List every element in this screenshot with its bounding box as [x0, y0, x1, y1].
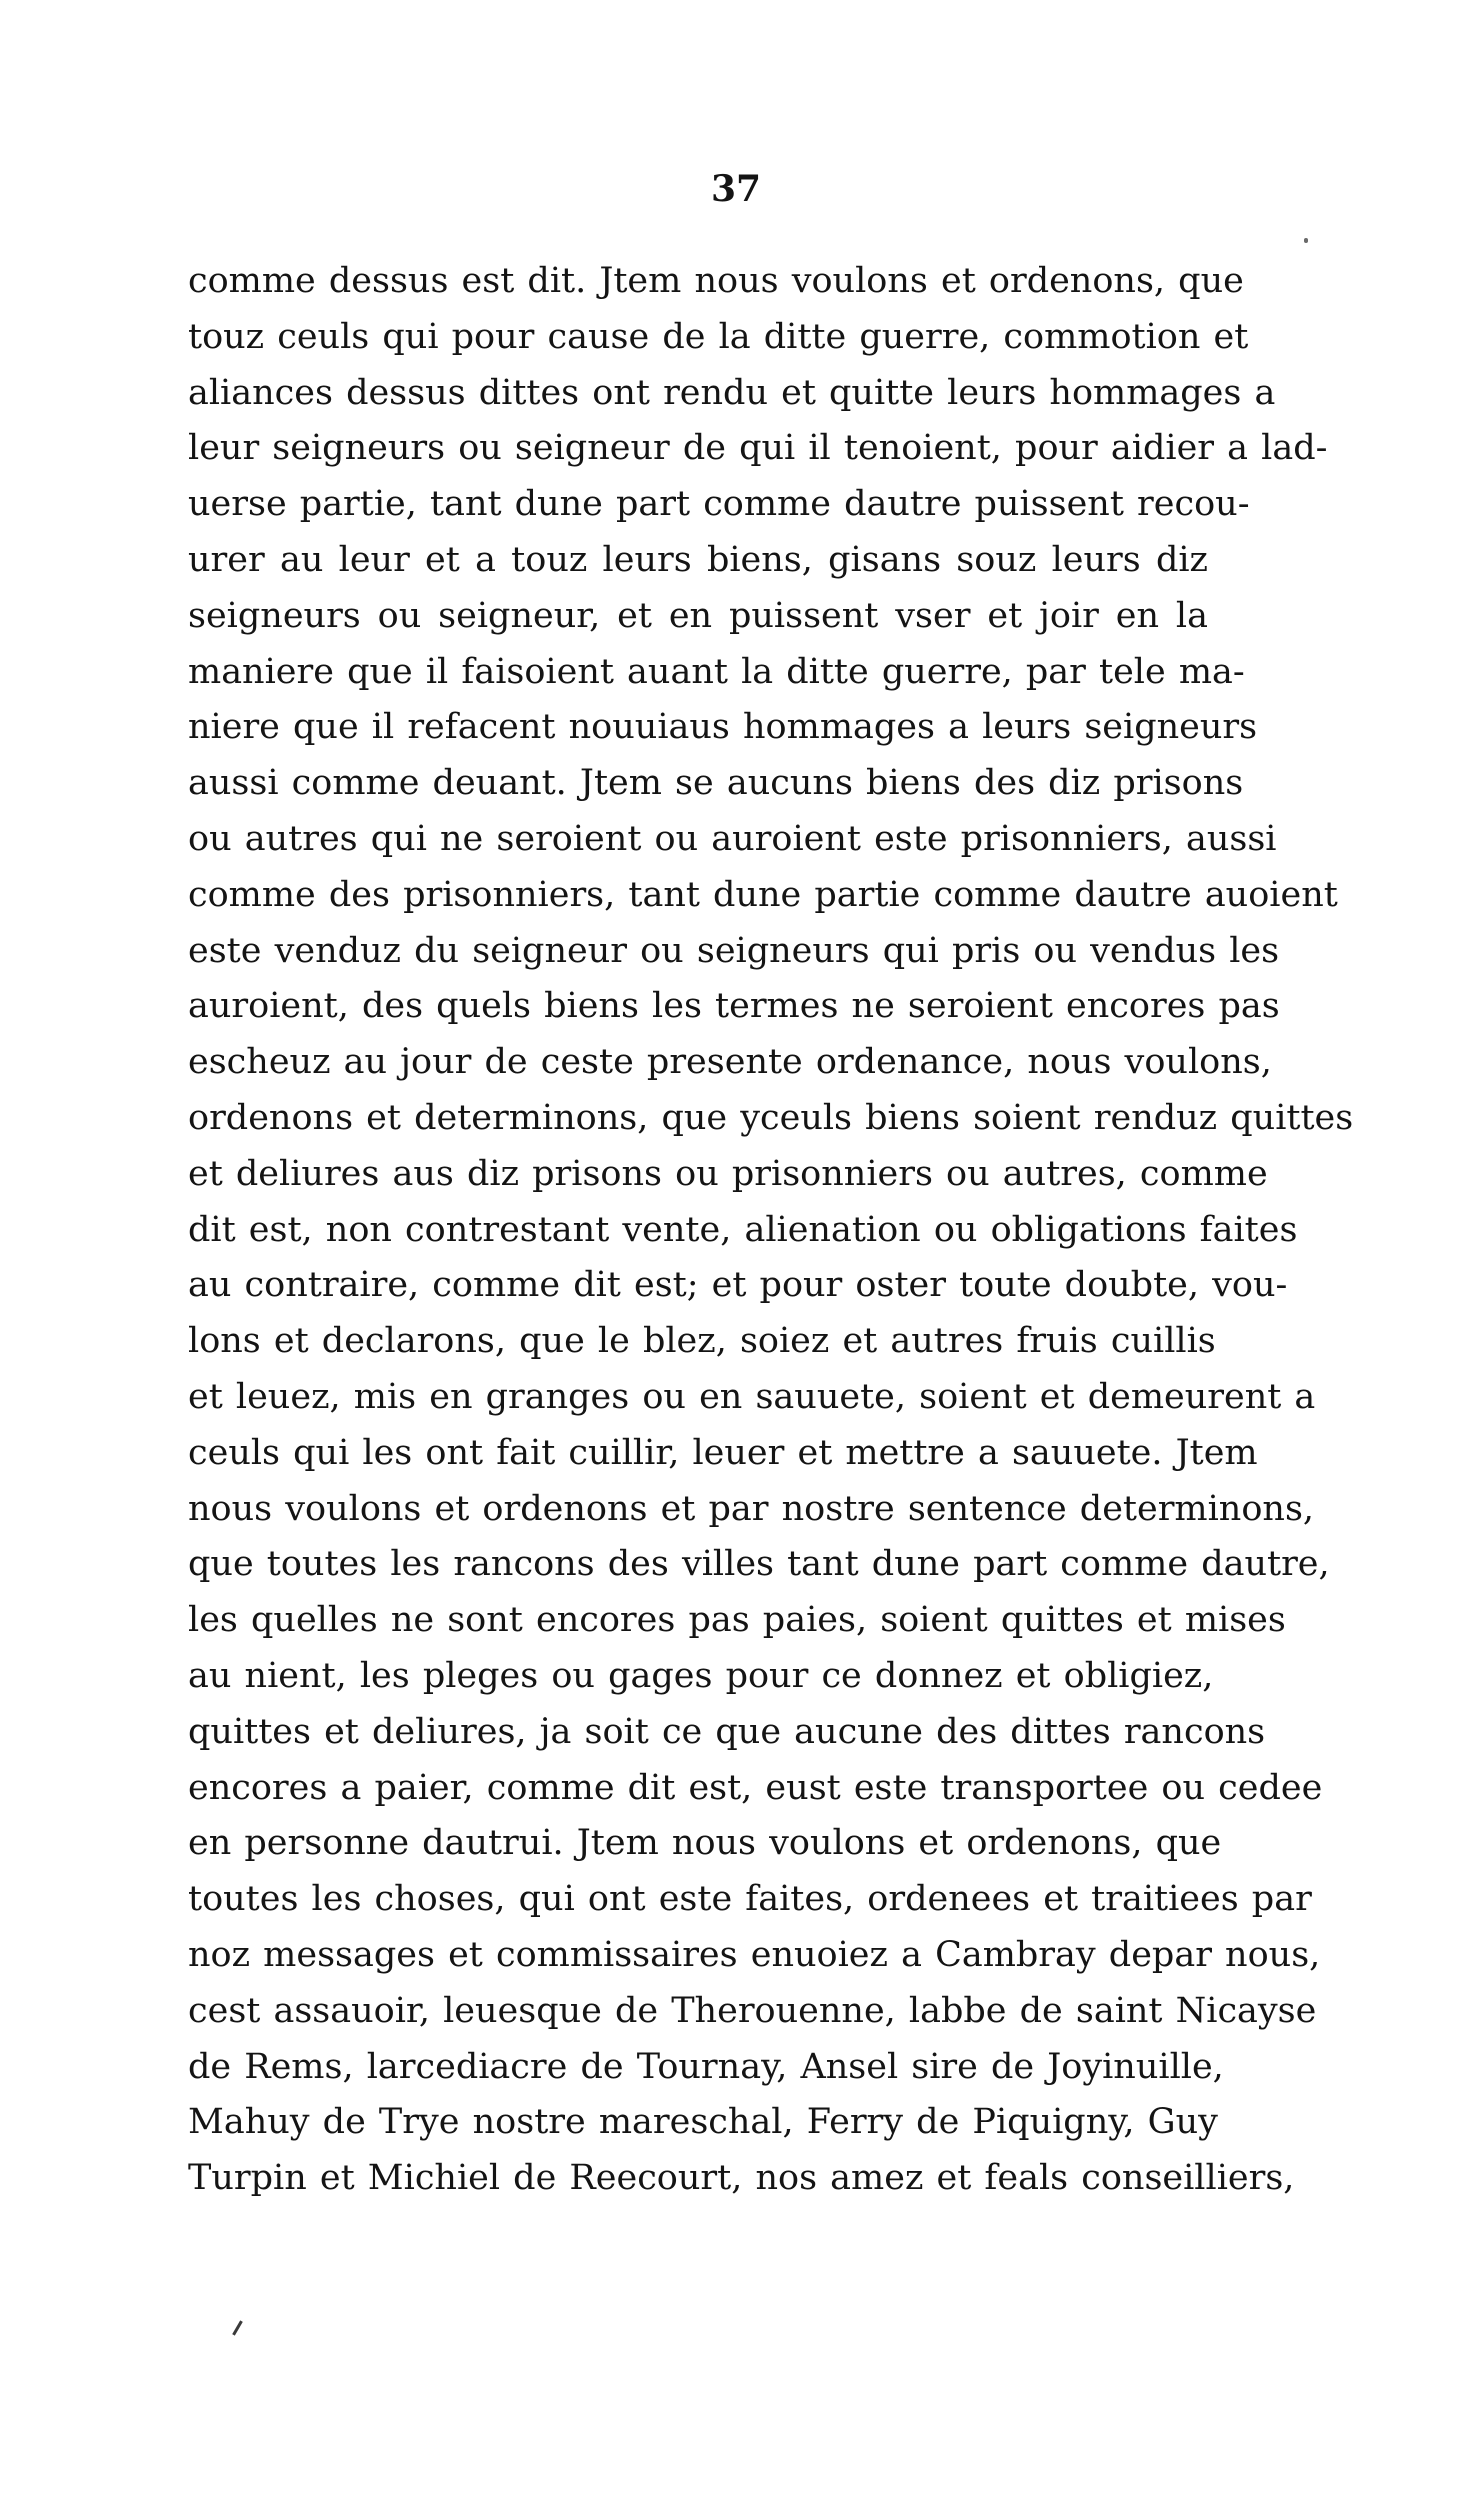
- text-line: auroient, des quels biens les termes ne seroient encores pas: [188, 986, 1280, 1027]
- text-line: lons et declarons, que le blez, soiez et autres fruis cuillis: [188, 1321, 1216, 1362]
- text-line: encores a paier, comme dit est, eust este transportee ou cedee: [188, 1767, 1323, 1808]
- text-line: Mahuy de Trye nostre mareschal, Ferry de Piquigny, Guy: [188, 2102, 1218, 2143]
- text-line: comme des prisonniers, tant dune partie comme dautre auoient: [188, 874, 1338, 915]
- text-line: ceuls qui les ont fait cuillir, leuer et mettre a sauuete. Jtem: [188, 1432, 1258, 1473]
- text-line: cest assauoir, leuesque de Therouenne, labbe de saint Nicayse: [188, 1990, 1317, 2031]
- text-line: ordenons et determinons, que yceuls biens soient renduz quittes: [188, 1097, 1354, 1138]
- page-mark-bottom: [232, 2320, 243, 2335]
- text-line: niere que il refacent nouuiaus hommages a leurs seigneurs: [188, 707, 1258, 748]
- body-text: [188, 254, 1354, 2207]
- text-line: touz ceuls qui pour cause de la ditte guerre, commotion et: [188, 316, 1249, 357]
- text-line: este venduz du seigneur ou seigneurs qui pris ou vendus les: [188, 930, 1280, 971]
- text-line: seigneurs ou seigneur, et en puissent vser et joir en la: [188, 595, 1208, 636]
- text-line: dit est, non contrestant vente, alienation ou obligations faites: [188, 1209, 1298, 1250]
- text-line: aliances dessus dittes ont rendu et quitte leurs hommages a: [188, 372, 1276, 413]
- text-line: noz messages et commissaires enuoiez a Cambray depar nous,: [188, 1934, 1321, 1975]
- text-line: escheuz au jour de ceste presente ordenance, nous voulons,: [188, 1042, 1272, 1083]
- text-line: au nient, les pleges ou gages pour ce donnez et obligiez,: [188, 1655, 1214, 1696]
- text-line: uerse partie, tant dune part comme dautre puissent recou-: [188, 484, 1250, 525]
- text-line: en personne dautrui. Jtem nous voulons et ordenons, que: [188, 1823, 1222, 1864]
- text-line: Turpin et Michiel de Reecourt, nos amez et feals conseilliers,: [188, 2158, 1295, 2199]
- text-line: au contraire, comme dit est; et pour oster toute doubte, vou-: [188, 1265, 1288, 1306]
- text-line: ou autres qui ne seroient ou auroient este prisonniers, aussi: [188, 818, 1277, 859]
- page-number: 37: [710, 168, 762, 210]
- text-line: et deliures aus diz prisons ou prisonniers ou autres, comme: [188, 1153, 1268, 1194]
- text-line: urer au leur et a touz leurs biens, gisans souz leurs diz: [188, 539, 1208, 580]
- text-line: leur seigneurs ou seigneur de qui il tenoient, pour aidier a lad-: [188, 428, 1328, 469]
- text-line: aussi comme deuant. Jtem se aucuns biens des diz prisons: [188, 763, 1244, 804]
- text-line: de Rems, larcediacre de Tournay, Ansel sire de Joyinuille,: [188, 2046, 1224, 2087]
- text-line: toutes les choses, qui ont este faites, ordenees et traitiees par: [188, 1879, 1312, 1920]
- text-line: quittes et deliures, ja soit ce que aucune des dittes rancons: [188, 1711, 1266, 1752]
- text-line: nous voulons et ordenons et par nostre sentence determinons,: [188, 1488, 1315, 1529]
- text-line: les quelles ne sont encores pas paies, soient quittes et mises: [188, 1600, 1286, 1641]
- page-mark-top: [1304, 238, 1308, 243]
- text-line: maniere que il faisoient auant la ditte guerre, par tele ma-: [188, 651, 1245, 692]
- text-line: que toutes les rancons des villes tant dune part comme dautre,: [188, 1544, 1330, 1585]
- text-line: comme dessus est dit. Jtem nous voulons et ordenons, que: [188, 261, 1244, 301]
- text-line: et leuez, mis en granges ou en sauuete, soient et demeurent a: [188, 1376, 1316, 1417]
